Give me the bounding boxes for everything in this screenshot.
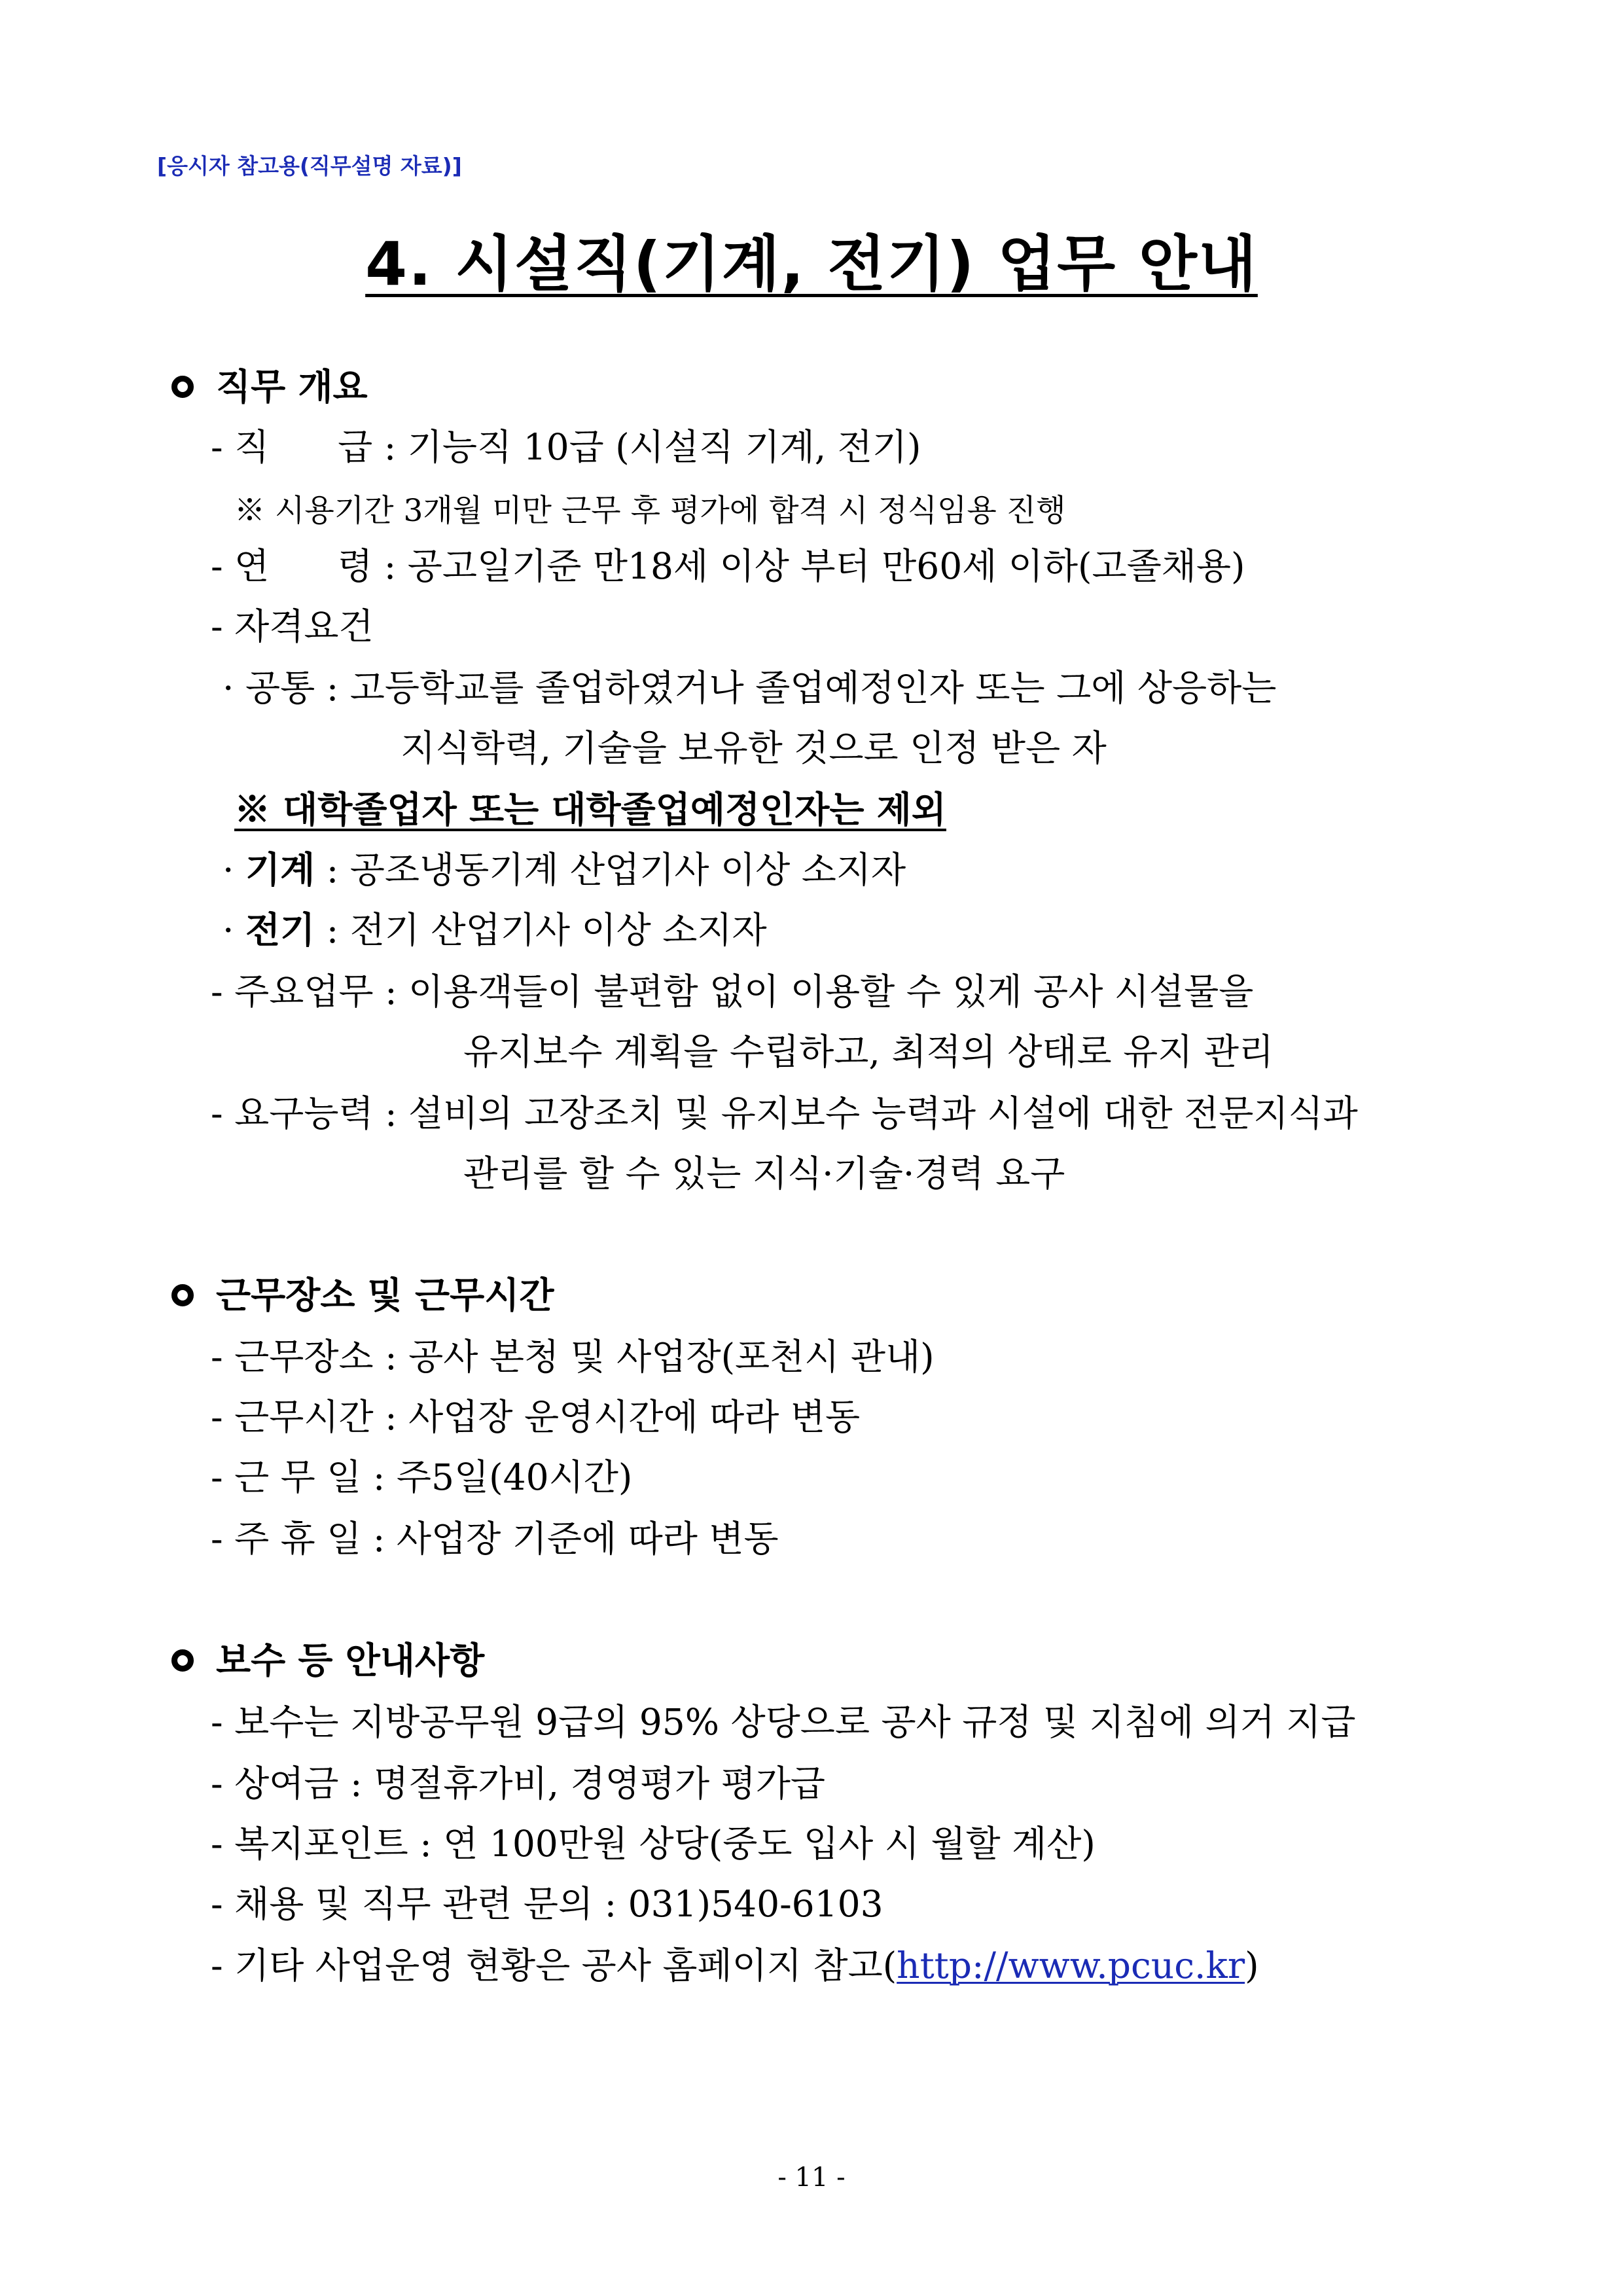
work-days-line: - 근 무 일 : 주5일(40시간)	[211, 1456, 633, 1498]
weekly-holiday-line: - 주 휴 일 : 사업장 기준에 따라 변동	[211, 1518, 779, 1560]
contact-line: - 채용 및 직무 관련 문의 : 031)540-6103	[211, 1883, 883, 1925]
section-heading-workplace-text: 근무장소 및 근무시간	[216, 1274, 554, 1316]
reference-label: [응시자 참고용(직무설명 자료)]	[157, 153, 462, 179]
etc-info-suffix: )	[1245, 1945, 1259, 1986]
etc-info-line	[211, 1943, 1259, 1988]
page-title	[0, 216, 1623, 302]
qualification-common-line-2: 지식학력, 기술을 보유한 것으로 인정 받은 자	[401, 727, 1107, 769]
etc-info-prefix: - 기타 사업운영 현황은 공사 홈페이지 참고(	[211, 1945, 897, 1986]
grade-line: - 직 급 : 기능직 10급 (시설직 기계, 전기)	[211, 426, 921, 468]
electrical-prefix: ·	[223, 909, 245, 951]
qualification-title: - 자격요건	[211, 605, 374, 647]
electrical-text: : 전기 산업기사 이상 소지자	[315, 909, 767, 951]
work-place-line: - 근무장소 : 공사 본청 및 사업장(포천시 관내)	[211, 1336, 935, 1378]
required-ability-line-1: - 요구능력 : 설비의 고장조치 및 유지보수 능력과 시설에 대한 전문지식과	[211, 1092, 1358, 1134]
main-duty-line-2: 유지보수 계획을 수립하고, 최적의 상태로 유지 관리	[463, 1031, 1274, 1073]
section-heading-overview	[171, 364, 368, 410]
exclusion-note: ※ 대학졸업자 또는 대학졸업예정인자는 제외	[234, 788, 946, 831]
mechanical-requirement	[223, 847, 906, 893]
circle-bullet-icon	[171, 1649, 194, 1672]
welfare-point-line: - 복지포인트 : 연 100만원 상당(중도 입사 시 월할 계산)	[211, 1823, 1096, 1865]
circle-bullet-icon	[171, 376, 194, 398]
bonus-line: - 상여금 : 명절휴가비, 경영평가 평가급	[211, 1763, 825, 1804]
circle-bullet-icon	[171, 1284, 194, 1306]
work-hours-line: - 근무시간 : 사업장 운영시간에 따라 변동	[211, 1396, 861, 1438]
mechanical-prefix: ·	[223, 849, 245, 891]
section-heading-pay	[171, 1638, 484, 1683]
main-duty-line-1: - 주요업무 : 이용객들이 불편함 없이 이용할 수 있게 공사 시설물을	[211, 971, 1254, 1013]
mechanical-label: 기계	[245, 848, 315, 891]
probation-note: ※ 시용기간 3개월 미만 근무 후 평가에 합격 시 정식임용 진행	[234, 493, 1066, 529]
page-title-text: 4. 시설직(기계, 전기) 업무 안내	[365, 229, 1258, 299]
mechanical-text: : 공조냉동기계 산업기사 이상 소지자	[315, 849, 906, 891]
homepage-link[interactable]: http://www.pcuc.kr	[897, 1945, 1245, 1986]
section-heading-overview-text: 직무 개요	[216, 365, 368, 408]
electrical-label: 전기	[245, 908, 315, 951]
required-ability-line-2: 관리를 할 수 있는 지식·기술·경력 요구	[463, 1153, 1065, 1194]
salary-line: - 보수는 지방공무원 9급의 95% 상당으로 공사 규정 및 지침에 의거 지급	[211, 1701, 1356, 1743]
section-heading-pay-text: 보수 등 안내사항	[216, 1639, 485, 1681]
electrical-requirement	[223, 907, 767, 953]
qualification-common-line-1: · 공통 : 고등학교를 졸업하였거나 졸업예정인자 또는 그에 상응하는	[223, 667, 1277, 709]
page-number: - 11 -	[777, 2162, 846, 2193]
age-line: - 연 령 : 공고일기준 만18세 이상 부터 만60세 이하(고졸채용)	[211, 545, 1245, 587]
section-heading-workplace	[171, 1272, 554, 1318]
